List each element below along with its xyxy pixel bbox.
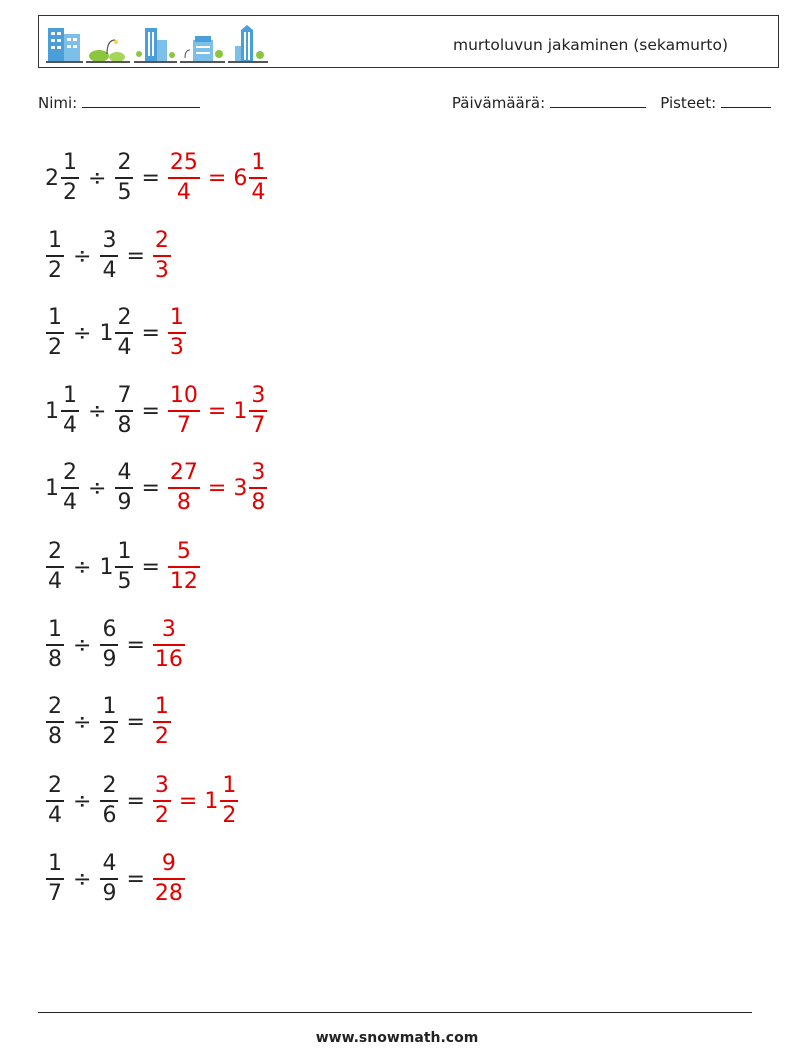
problem-row [45,692,172,752]
divide-sign: ÷ [88,398,107,424]
operand-b-whole: 1 [99,320,114,346]
score-blank[interactable] [721,92,771,108]
operand-b-denominator: 4 [117,334,132,360]
equals-sign: = [141,398,160,424]
answer-improper-fraction [168,385,200,437]
operand-a [45,385,80,437]
answer-improper-denominator: 8 [176,489,191,515]
operand-a-denominator: 2 [63,179,77,205]
answer-mixed-denominator: 8 [251,489,266,515]
answer-improper-fraction [153,619,185,671]
info-row [38,92,771,116]
operand-a-denominator: 4 [48,802,62,828]
answer-improper-fraction [153,853,185,905]
answer-improper-fraction [153,775,171,827]
answer-improper-fraction [153,230,171,282]
operand-b [99,696,119,748]
divide-sign: ÷ [73,709,92,735]
answer-improper-denominator: 2 [154,802,169,828]
answer-mixed [233,385,268,437]
operand-a [45,307,65,359]
operand-a-fraction [61,152,79,204]
skyscraper-icon [227,22,269,64]
answer-mixed-numerator: 1 [222,773,237,799]
divide-sign: ÷ [73,554,92,580]
answer-equals-sign: = [207,165,227,191]
answer-improper [167,307,187,359]
score-label: Pisteet: [660,94,717,112]
operand-a-whole: 1 [45,398,59,424]
answer-equals-sign: = [207,475,227,501]
divide-sign: ÷ [88,165,107,191]
answer-improper-numerator: 3 [161,617,176,643]
operand-a-fraction [61,385,79,437]
operand-a-whole: 1 [45,475,59,501]
operand-b-denominator: 9 [117,489,132,515]
answer [152,696,172,748]
operand-b-numerator: 3 [102,228,117,254]
operand-b-denominator: 6 [102,802,117,828]
operand-b-fraction [115,541,133,593]
answer-mixed-denominator: 7 [251,412,266,438]
operand-a [45,541,65,593]
problem-row [45,226,172,286]
answer-improper-denominator: 2 [154,723,169,749]
operand-b [99,619,119,671]
answer-improper-denominator: 7 [176,412,191,438]
answer-improper-denominator: 28 [154,880,183,906]
operand-a-denominator: 4 [63,489,77,515]
operand-a-denominator: 8 [48,723,62,749]
answer-improper-denominator: 4 [176,179,191,205]
operand-b-fraction [100,230,118,282]
problem-row [45,458,268,518]
operand-b [99,541,134,593]
equals-sign: = [126,788,145,814]
operand-b-denominator: 8 [117,412,132,438]
answer-improper-fraction [168,541,200,593]
operand-a-denominator: 7 [48,880,62,906]
operand-b-denominator: 5 [117,179,132,205]
answer-mixed-fraction [220,775,238,827]
answer-mixed-fraction [249,152,267,204]
operand-b-numerator: 4 [102,851,117,877]
operand-b-numerator: 7 [117,383,132,409]
problem-row [45,303,187,363]
answer-mixed-fraction [249,385,267,437]
answer [152,619,186,671]
answer-mixed-whole: 1 [233,398,248,424]
answer [152,775,239,827]
answer-mixed-numerator: 3 [251,383,266,409]
answer [167,152,268,204]
operand-a [45,696,65,748]
operand-b-fraction [100,696,118,748]
operand-b-numerator: 6 [102,617,117,643]
operand-a-fraction [46,853,64,905]
answer-improper [167,541,201,593]
answer-improper [152,853,186,905]
answer-mixed-whole: 6 [233,165,248,191]
answer-improper-fraction [168,462,200,514]
divide-sign: ÷ [73,866,92,892]
answer-mixed-numerator: 3 [251,460,266,486]
answer-improper [152,696,172,748]
operand-b-numerator: 2 [102,773,117,799]
answer-improper [152,619,186,671]
answer-mixed-denominator: 4 [251,179,266,205]
operand-a-numerator: 1 [63,150,77,176]
answer-mixed-whole: 1 [204,788,219,814]
answer-mixed [204,775,239,827]
divide-sign: ÷ [73,788,92,814]
operand-a-numerator: 2 [48,773,62,799]
equals-sign: = [141,165,160,191]
divide-sign: ÷ [73,243,92,269]
operand-a-fraction [46,230,64,282]
answer-improper-numerator: 9 [161,851,176,877]
operand-b-numerator: 2 [117,150,132,176]
answer [167,462,268,514]
answer-improper-numerator: 2 [154,228,169,254]
answer-improper-fraction [168,307,186,359]
operand-b-fraction [115,462,133,514]
operand-a-denominator: 8 [48,646,62,672]
worksheet-title: murtoluvun jakaminen (sekamurto) [452,36,728,54]
answer [167,385,268,437]
operand-b-fraction [115,152,133,204]
operand-b [99,307,134,359]
answer-mixed-numerator: 1 [251,150,266,176]
divide-sign: ÷ [73,320,92,346]
answer-improper-denominator: 16 [154,646,183,672]
answer-improper [152,230,172,282]
problem-row [45,771,239,831]
operand-a-denominator: 4 [48,568,62,594]
answer-improper-numerator: 3 [154,773,169,799]
answer-mixed-denominator: 2 [222,802,237,828]
answer [167,307,187,359]
office-building-icon [45,22,85,64]
operand-b-denominator: 2 [102,723,117,749]
equals-sign: = [126,709,145,735]
operand-a-whole: 2 [45,165,59,191]
operand-b-numerator: 1 [117,539,132,565]
operand-a-numerator: 1 [48,228,62,254]
operand-a [45,152,80,204]
operand-a-numerator: 2 [63,460,77,486]
header-box [38,15,779,68]
answer-mixed-whole: 3 [233,475,248,501]
equals-sign: = [126,243,145,269]
operand-b-denominator: 4 [102,257,117,283]
footer-divider [38,1012,752,1013]
name-blank[interactable] [82,92,200,108]
answer-improper-fraction [153,696,171,748]
answer-improper-numerator: 5 [176,539,191,565]
operand-b-fraction [100,853,118,905]
equals-sign: = [126,866,145,892]
operand-b [99,775,119,827]
answer-improper-numerator: 27 [169,460,198,486]
header-icons [45,22,269,64]
date-score-fields [452,92,771,112]
answer [152,853,186,905]
operand-a [45,230,65,282]
operand-b [99,230,119,282]
problem-row [45,537,201,597]
operand-b-whole: 1 [99,554,114,580]
answer-improper-numerator: 1 [154,694,169,720]
operand-a [45,619,65,671]
answer-improper [152,775,172,827]
operand-a [45,853,65,905]
operand-a-fraction [46,619,64,671]
operand-b-fraction [100,619,118,671]
answer [167,541,201,593]
answer-improper-denominator: 3 [154,257,169,283]
operand-a-numerator: 1 [63,383,77,409]
operand-b-denominator: 9 [102,646,117,672]
operand-b [114,152,134,204]
operand-b-fraction [115,307,133,359]
operand-a-numerator: 1 [48,851,62,877]
answer-mixed [233,152,268,204]
problem-row [45,148,268,208]
operand-b [114,462,134,514]
operand-b-denominator: 5 [117,568,132,594]
house-tree-icon [179,22,227,64]
operand-a-fraction [46,696,64,748]
name-field [38,92,200,112]
operand-a-numerator: 1 [48,617,62,643]
operand-a-denominator: 2 [48,334,62,360]
date-blank[interactable] [550,92,646,108]
equals-sign: = [126,632,145,658]
answer-improper [167,462,201,514]
operand-b-fraction [100,775,118,827]
city-buildings-icon [133,22,179,64]
date-label: Päivämäärä: [451,94,546,112]
operand-a-denominator: 4 [63,412,77,438]
operand-b-numerator: 4 [117,460,132,486]
equals-sign: = [141,475,160,501]
operand-a-fraction [46,307,64,359]
operand-b-numerator: 2 [117,305,132,331]
operand-a [45,462,80,514]
operand-a-fraction [46,541,64,593]
operand-a-numerator: 1 [48,305,62,331]
operand-b [114,385,134,437]
park-trees-icon [85,22,133,64]
operand-a-numerator: 2 [48,539,62,565]
answer-improper [167,385,201,437]
operand-a [45,775,65,827]
answer-improper-denominator: 12 [169,568,198,594]
equals-sign: = [141,554,160,580]
answer-improper-denominator: 3 [169,334,184,360]
equals-sign: = [141,320,160,346]
answer-mixed-fraction [249,462,267,514]
answer-equals-sign: = [207,398,227,424]
answer-improper-numerator: 1 [169,305,184,331]
operand-b [99,853,119,905]
answer-improper-numerator: 10 [169,383,198,409]
footer-url: www.snowmath.com [315,1030,479,1046]
problem-row [45,381,268,441]
problem-row [45,849,186,909]
answer-improper-numerator: 25 [169,150,198,176]
answer [152,230,172,282]
answer-improper [167,152,201,204]
answer-mixed [233,462,268,514]
operand-b-fraction [115,385,133,437]
answer-equals-sign: = [178,788,198,814]
operand-b-numerator: 1 [102,694,117,720]
operand-a-denominator: 2 [48,257,62,283]
divide-sign: ÷ [73,632,92,658]
operand-a-fraction [61,462,79,514]
name-label: Nimi: [38,94,78,112]
operand-a-numerator: 2 [48,694,62,720]
operand-b-denominator: 9 [102,880,117,906]
problem-row [45,615,186,675]
divide-sign: ÷ [88,475,107,501]
operand-a-fraction [46,775,64,827]
answer-improper-fraction [168,152,200,204]
